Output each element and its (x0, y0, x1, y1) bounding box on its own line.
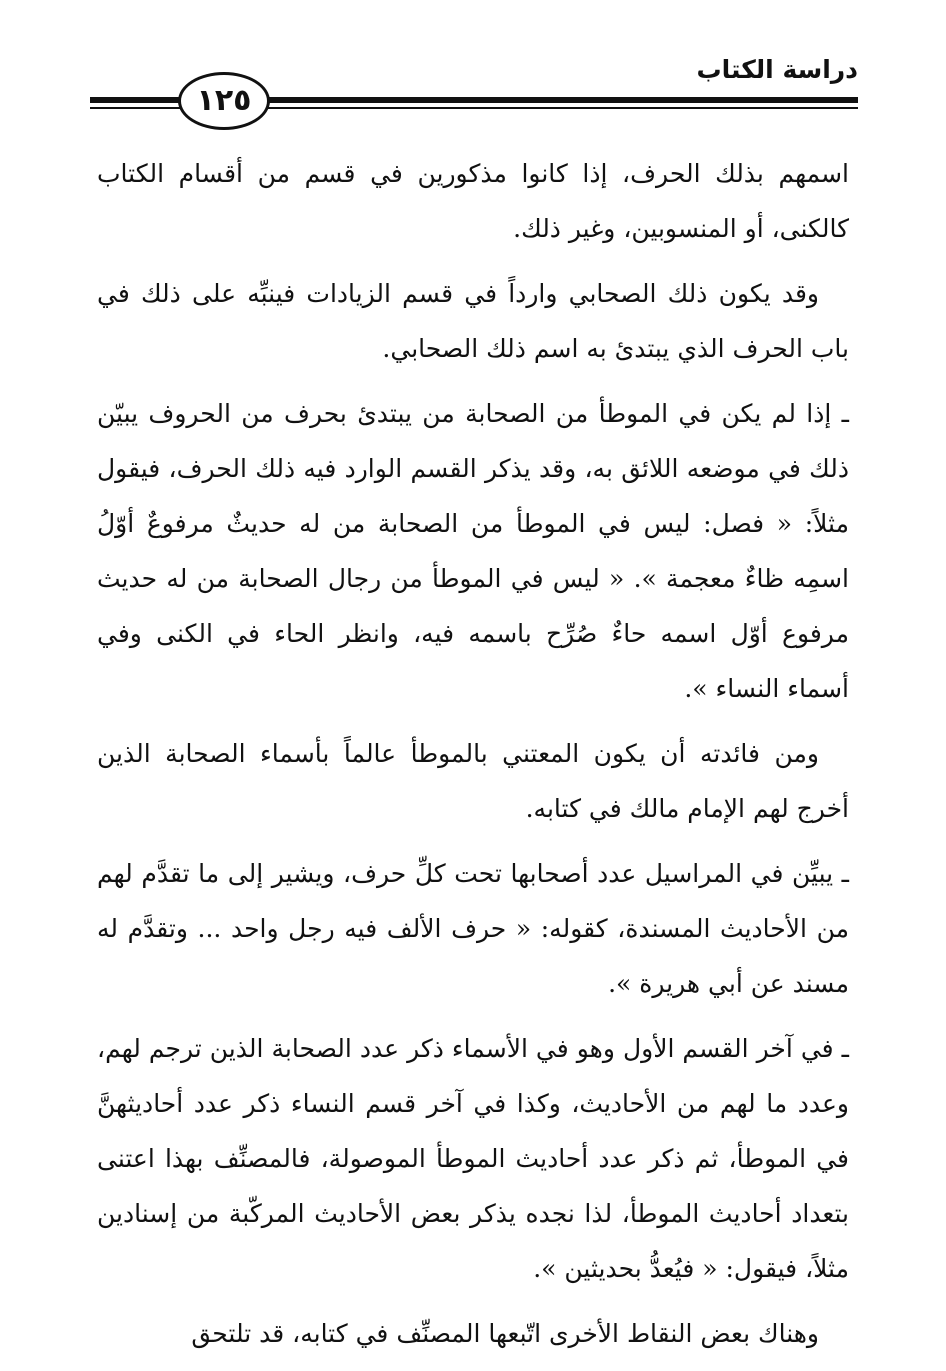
paragraph-7: وهناك بعض النقاط الأخرى اتّبعها المصنِّف في كتابه، قد تلتحق (191, 1319, 819, 1348)
paragraph-1: اسمهم بذلك الحرف، إذا كانوا مذكورين في قسم من أقسام الكتاب كالكنى، أو المنسوبين، وغير ذلك. (97, 159, 849, 243)
paragraph-4: ومن فائدته أن يكون المعتني بالموطأ عالماً بأسماء الصحابة الذين أخرج لهم الإمام مالك في كتابه. (97, 739, 849, 823)
page-number-oval (178, 72, 270, 130)
paragraph-2: وقد يكون ذلك الصحابي وارداً في قسم الزيادات فينبِّه على ذلك في باب الحرف الذي يبتدئ به اسم ذلك الصحابي. (97, 279, 849, 363)
page-header (90, 50, 858, 140)
paragraph-3: ـ إذا لم يكن في الموطأ من الصحابة من يبتدئ بحرف من الحروف يبيّن ذلك في موضعه اللائق به، وقد يذكر القسم الوارد فيه ذلك الحرف، فيقول مثلاً: « فصل: ليس في الموطأ من الصحابة من له حديثٌ مرفوعٌ أوّلُ اسمِه ظاءٌ معجمة ». « ليس في الموطأ من رجال الصحابة من له حديث مرفوع أوّل اسمه حاءٌ صُرِّح باسمه فيه، وانظر الحاء في الكنى وفي أسماء النساء ». (97, 399, 849, 703)
running-title: دراسة الكتاب (696, 55, 858, 84)
paragraph-6: ـ في آخر القسم الأول وهو في الأسماء ذكر عدد الصحابة الذين ترجم لهم، وعدد ما لهم من الأحاديث، وكذا في آخر قسم النساء ذكر عدد أحاديثهنَّ في الموطأ، ثم ذكر عدد أحاديث الموطأ الموصولة، فالمصنِّف بهذا اعتنى بتعداد أحاديث الموطأ، لذا نجده يذكر بعض الأحاديث المركّبة من إسنادين مثلاً، فيقول: « فيُعدُّ بحديثين ». (97, 1034, 849, 1283)
page-number: ١٢٥ (196, 83, 252, 118)
paragraph-5: ـ يبيِّن في المراسيل عدد أصحابها تحت كلِّ حرف، ويشير إلى ما تقدَّم لهم من الأحاديث المسندة، كقوله: « حرف الألف فيه رجل واحد ... وتقدَّم له مسند عن أبي هريرة ». (97, 859, 849, 998)
body-text (97, 146, 849, 1371)
